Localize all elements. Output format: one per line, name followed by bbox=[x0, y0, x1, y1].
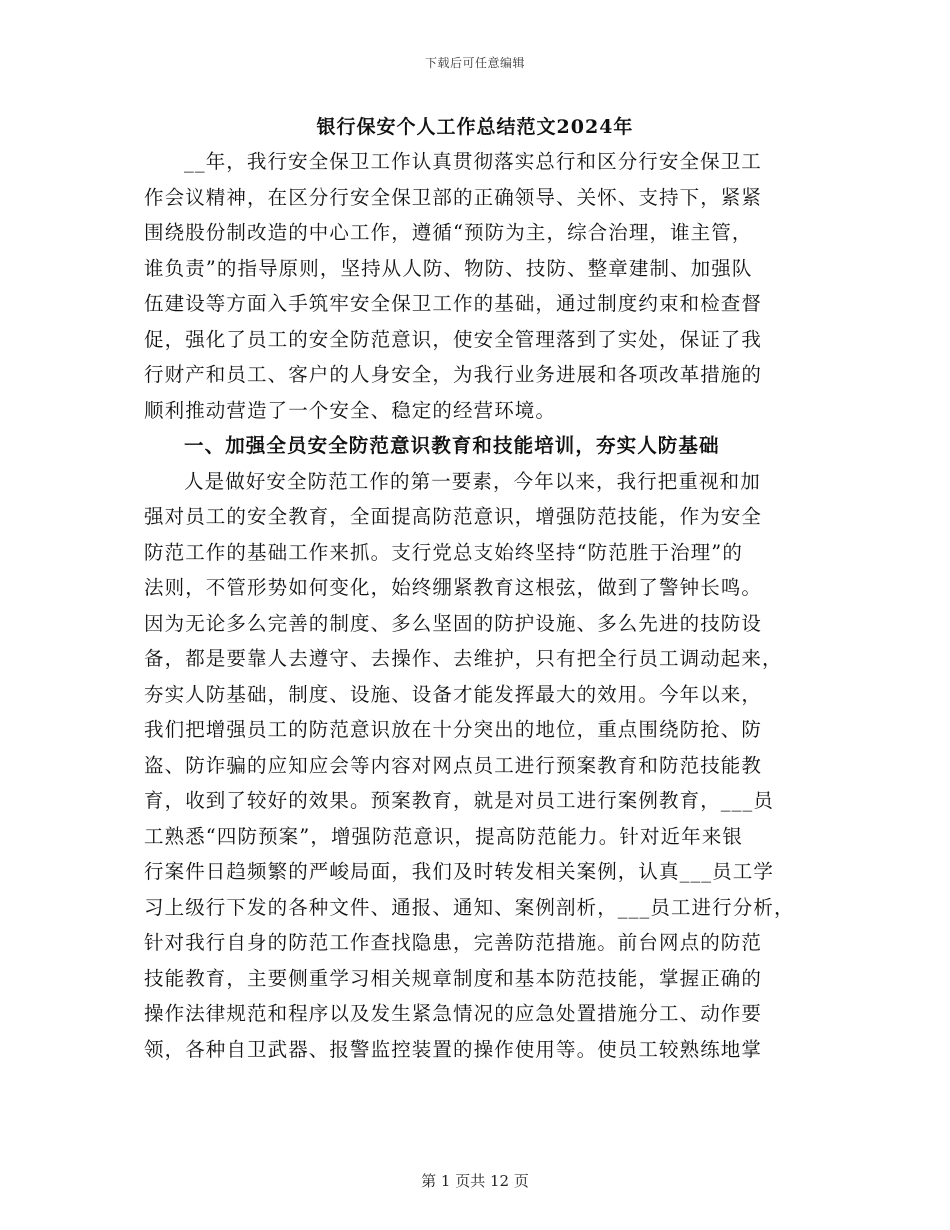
paragraph-line: 习上级行下发的各种文件、通报、通知、案例剖析，___员工进行分析， bbox=[144, 895, 795, 919]
paragraph-line: 伍建设等方面入手筑牢安全保卫工作的基础，通过制度约束和检查督 bbox=[144, 292, 763, 315]
paragraph-line: 我们把增强员工的防范意识放在十分突出的地位，重点围绕防抢、防 bbox=[144, 718, 763, 741]
paragraph-line: 行案件日趋频繁的严峻局面，我们及时转发相关案例，认真___员工学 bbox=[144, 860, 774, 883]
paragraph-line: 围绕股份制改造的中心工作，遵循“预防为主，综合治理，谁主管， bbox=[144, 221, 753, 244]
paragraph-line: 领，各种自卫武器、报警监控装置的操作使用等。使员工较熟练地掌 bbox=[144, 1037, 763, 1061]
paragraph-line: 防范工作的基础工作来抓。支行党总支始终坚持“防范胜于治理”的 bbox=[144, 540, 743, 564]
paragraph-line: 夯实人防基础，制度、设施、设备才能发挥最大的效用。今年以来， bbox=[144, 682, 763, 706]
paragraph-line: 人是做好安全防范工作的第一要素，今年以来，我行把重视和加 bbox=[184, 469, 761, 493]
paragraph-line: 备，都是要靠人去遵守、去操作、去维护，只有把全行员工调动起来， bbox=[144, 647, 783, 670]
paragraph-line: 技能教育，主要侧重学习相关规章制度和基本防范技能，掌握正确的 bbox=[144, 966, 763, 990]
paragraph-line: 操作法律规范和程序以及发生紧急情况的应急处置措施分工、动作要 bbox=[144, 1002, 763, 1025]
paragraph-line: 行财产和员工、客户的人身安全，为我行业务进展和各项改革措施的 bbox=[144, 363, 763, 386]
document-body bbox=[144, 144, 812, 1067]
paragraph-line: 强对员工的安全教育，全面提高防范意识，增强防范技能，作为安全 bbox=[144, 505, 763, 528]
header-note: 下载后可任意编辑 bbox=[424, 56, 525, 70]
paragraph-line: 顺利推动营造了一个安全、稳定的经营环境。 bbox=[144, 398, 557, 422]
paragraph-line: 谁负责”的指导原则，坚持从人防、物防、技防、整章建制、加强队 bbox=[144, 256, 753, 280]
paragraph-line: 作会议精神，在区分行安全保卫部的正确领导、关怀、支持下，紧紧 bbox=[144, 185, 763, 209]
page-number-footer: 第 1 页共 12 页 bbox=[421, 1172, 529, 1190]
paragraph-line: 针对我行自身的防范工作查找隐患，完善防范措施。前台网点的防范 bbox=[144, 931, 763, 954]
paragraph-line: 盗、防诈骗的应知应会等内容对网点员工进行预案教育和防范技能教 bbox=[144, 753, 763, 777]
paragraph-line: 促，强化了员工的安全防范意识，使安全管理落到了实处，保证了我 bbox=[144, 327, 763, 351]
section-heading: 一、加强全员安全防范意识教育和技能培训，夯实人防基础 bbox=[184, 434, 720, 457]
paragraph-line: __年，我行安全保卫工作认真贯彻落实总行和区分行安全保卫工 bbox=[184, 150, 762, 173]
document-title: 银行保安个人工作总结范文2024年 bbox=[316, 116, 634, 138]
paragraph-line: 因为无论多么完善的制度、多么坚固的防护设施、多么先进的技防设 bbox=[144, 611, 763, 635]
paragraph-line: 法则，不管形势如何变化，始终绷紧教育这根弦，做到了警钟长鸣。 bbox=[144, 576, 763, 599]
paragraph-line: 育，收到了较好的效果。预案教育，就是对员工进行案例教育，___员 bbox=[144, 789, 774, 812]
paragraph-line: 工熟悉“四防预案”，增强防范意识，提高防范能力。针对近年来银 bbox=[144, 824, 743, 848]
